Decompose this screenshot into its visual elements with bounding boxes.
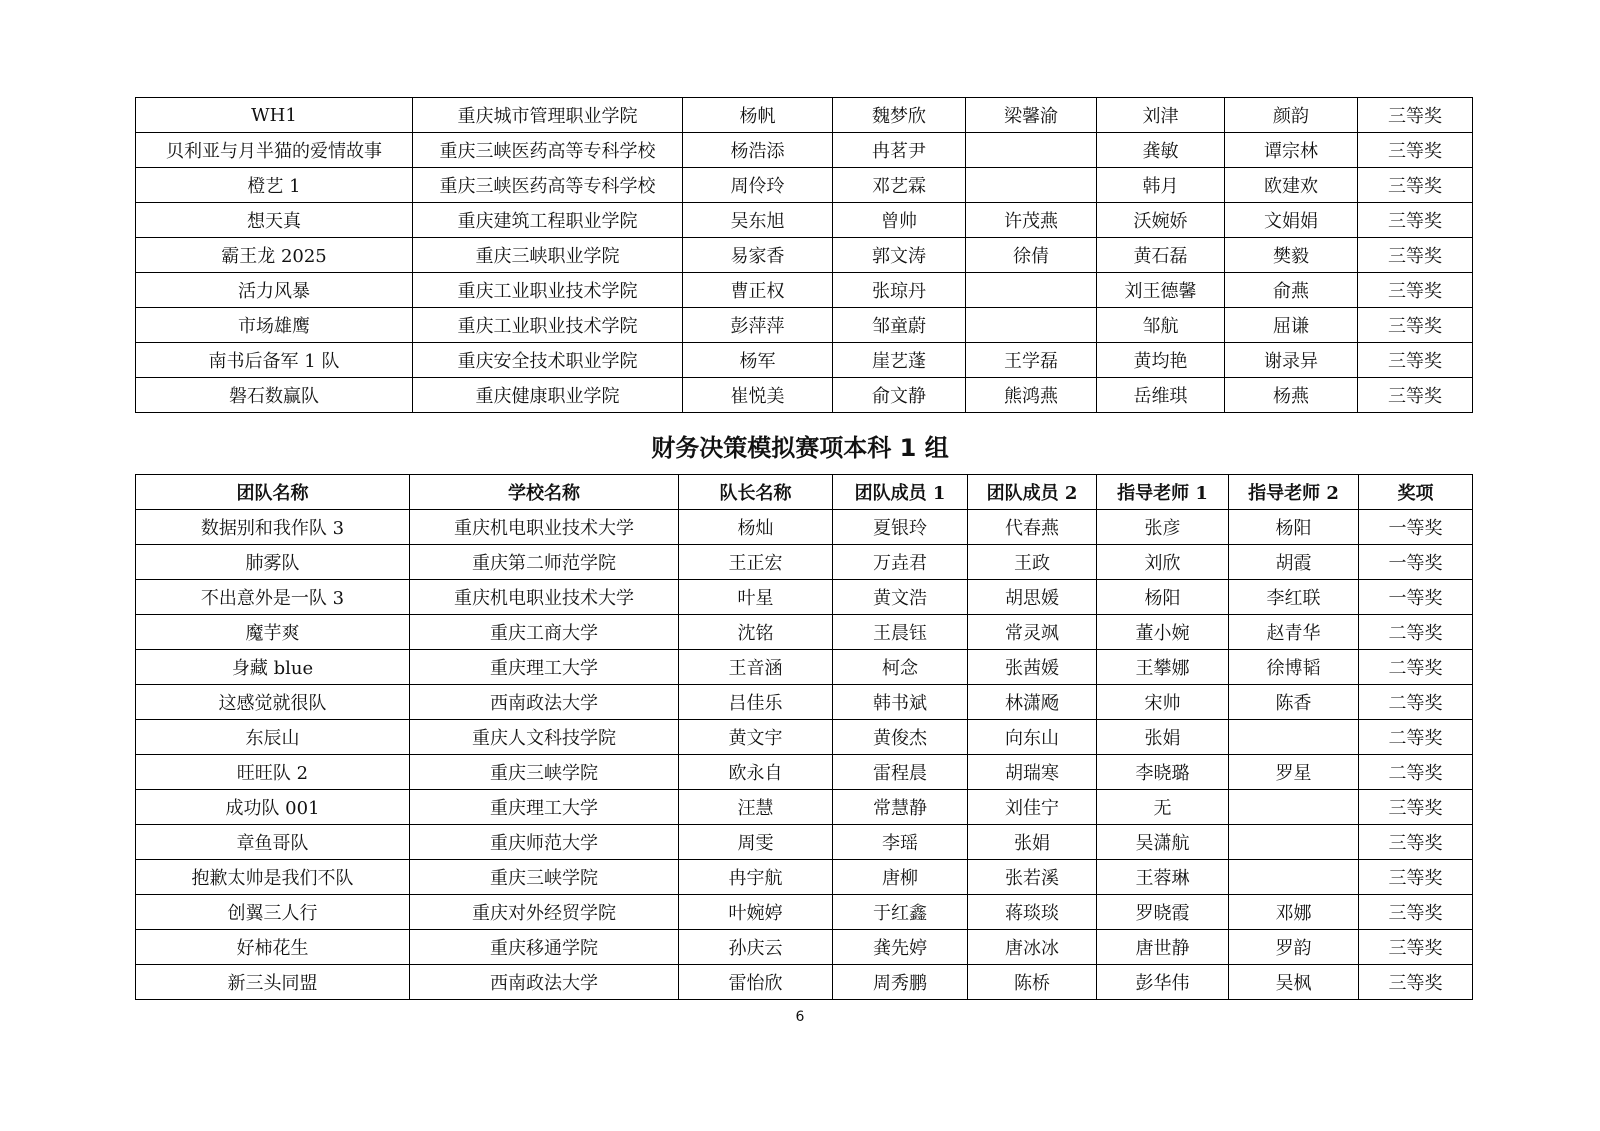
table-cell: 雷程晨 (833, 755, 968, 790)
table-cell: 胡瑞寒 (968, 755, 1097, 790)
table-cell: 许茂燕 (966, 203, 1097, 238)
table-cell: 冉宇航 (679, 860, 833, 895)
table-cell: 沈铭 (679, 615, 833, 650)
table-cell: 杨燕 (1225, 378, 1358, 413)
table-row (136, 238, 1473, 273)
table-row (136, 825, 1473, 860)
table-cell: 一等奖 (1359, 545, 1473, 580)
table-cell: 周雯 (679, 825, 833, 860)
table-cell: WH1 (136, 98, 413, 133)
table-cell: 想天真 (136, 203, 413, 238)
table-cell: 重庆师范大学 (410, 825, 679, 860)
table-cell: 好柿花生 (136, 930, 410, 965)
table-cell: 樊毅 (1225, 238, 1358, 273)
table-cell: 李晓璐 (1097, 755, 1229, 790)
table-cell: 贝利亚与月半猫的爱情故事 (136, 133, 413, 168)
table-cell: 旺旺队 2 (136, 755, 410, 790)
table-cell: 重庆健康职业学院 (413, 378, 683, 413)
table-cell: 张娟 (968, 825, 1097, 860)
table-cell: 韩月 (1097, 168, 1225, 203)
table-cell: 邹航 (1097, 308, 1225, 343)
table-cell: 黄文浩 (833, 580, 968, 615)
table-cell: 罗韵 (1229, 930, 1359, 965)
section-title: 财务决策模拟赛项本科 1 组 (651, 434, 949, 462)
column-header: 奖项 (1359, 475, 1473, 510)
table-cell: 唐世静 (1097, 930, 1229, 965)
table-cell: 三等奖 (1359, 790, 1473, 825)
table-cell: 黄石磊 (1097, 238, 1225, 273)
table-cell: 重庆移通学院 (410, 930, 679, 965)
table-cell: 三等奖 (1358, 238, 1473, 273)
table-cell: 重庆三峡学院 (410, 860, 679, 895)
column-header: 学校名称 (410, 475, 679, 510)
table-cell: 磐石数赢队 (136, 378, 413, 413)
table-row (136, 860, 1473, 895)
table-cell: 赵青华 (1229, 615, 1359, 650)
table-cell: 欧建欢 (1225, 168, 1358, 203)
table-header-row (136, 475, 1473, 510)
table-cell: 徐倩 (966, 238, 1097, 273)
table-row (136, 580, 1473, 615)
table-cell: 二等奖 (1359, 755, 1473, 790)
table-cell: 唐柳 (833, 860, 968, 895)
table-cell: 徐博韬 (1229, 650, 1359, 685)
table-cell: 王晨钰 (833, 615, 968, 650)
table-row (136, 273, 1473, 308)
table-cell: 梁馨渝 (966, 98, 1097, 133)
table-cell: 崖艺蓬 (833, 343, 966, 378)
table-cell: 杨帆 (683, 98, 833, 133)
table-cell (1229, 790, 1359, 825)
table-cell: 彭华伟 (1097, 965, 1229, 1000)
table-cell: 不出意外是一队 3 (136, 580, 410, 615)
table-cell: 唐冰冰 (968, 930, 1097, 965)
table-cell: 谭宗林 (1225, 133, 1358, 168)
table-cell: 西南政法大学 (410, 965, 679, 1000)
table-cell: 东辰山 (136, 720, 410, 755)
table-cell: 二等奖 (1359, 685, 1473, 720)
table-cell: 三等奖 (1358, 133, 1473, 168)
table-cell: 邹童蔚 (833, 308, 966, 343)
table-cell: 邓艺霖 (833, 168, 966, 203)
table-cell: 夏银玲 (833, 510, 968, 545)
table-cell: 重庆机电职业技术大学 (410, 580, 679, 615)
table-cell: 一等奖 (1359, 580, 1473, 615)
table-cell: 重庆建筑工程职业学院 (413, 203, 683, 238)
table-cell: 张娟 (1097, 720, 1229, 755)
table-row (136, 98, 1473, 133)
table-cell: 二等奖 (1359, 650, 1473, 685)
table-row (136, 755, 1473, 790)
table-row (136, 685, 1473, 720)
table-cell: 王学磊 (966, 343, 1097, 378)
column-header: 团队名称 (136, 475, 410, 510)
table-row (136, 720, 1473, 755)
awards-table-undergrad-group-1 (135, 474, 1473, 1000)
table-cell: 张若溪 (968, 860, 1097, 895)
table-cell: 刘佳宁 (968, 790, 1097, 825)
table-row (136, 168, 1473, 203)
awards-table-continued-body (136, 98, 1473, 413)
table-cell: 屈谦 (1225, 308, 1358, 343)
table-cell: 杨浩添 (683, 133, 833, 168)
table-cell: 王正宏 (679, 545, 833, 580)
column-header: 团队成员 2 (968, 475, 1097, 510)
table-cell: 雷怡欣 (679, 965, 833, 1000)
table-cell: 王音涵 (679, 650, 833, 685)
table-cell: 重庆三峡学院 (410, 755, 679, 790)
table-cell: 三等奖 (1358, 98, 1473, 133)
column-header: 团队成员 1 (833, 475, 968, 510)
table-cell: 黄文宇 (679, 720, 833, 755)
table-cell: 二等奖 (1359, 615, 1473, 650)
table-cell (966, 308, 1097, 343)
table-cell: 三等奖 (1358, 273, 1473, 308)
table-row (136, 650, 1473, 685)
table-cell: 李红联 (1229, 580, 1359, 615)
table-cell: 二等奖 (1359, 720, 1473, 755)
table-cell: 重庆工业职业技术学院 (413, 273, 683, 308)
table-cell: 王蓉琳 (1097, 860, 1229, 895)
table-cell: 俞燕 (1225, 273, 1358, 308)
table-cell: 三等奖 (1358, 203, 1473, 238)
table-cell: 杨军 (683, 343, 833, 378)
table-cell: 周伶玲 (683, 168, 833, 203)
table-cell: 三等奖 (1358, 378, 1473, 413)
table-cell: 重庆理工大学 (410, 650, 679, 685)
table-cell: 重庆人文科技学院 (410, 720, 679, 755)
table-cell: 数据别和我作队 3 (136, 510, 410, 545)
awards-table-continued (135, 97, 1473, 413)
table-cell: 叶星 (679, 580, 833, 615)
table-cell: 重庆工商大学 (410, 615, 679, 650)
table-cell: 熊鸿燕 (966, 378, 1097, 413)
table-cell: 林潇飏 (968, 685, 1097, 720)
table-cell: 三等奖 (1359, 930, 1473, 965)
table-cell: 南书后备军 1 队 (136, 343, 413, 378)
table-cell: 李瑶 (833, 825, 968, 860)
table-cell: 杨阳 (1097, 580, 1229, 615)
table-cell: 崔悦美 (683, 378, 833, 413)
table-row (136, 343, 1473, 378)
table-cell: 重庆对外经贸学院 (410, 895, 679, 930)
table-cell: 万垚君 (833, 545, 968, 580)
table-cell: 张彦 (1097, 510, 1229, 545)
table-cell: 创翼三人行 (136, 895, 410, 930)
table-cell: 三等奖 (1359, 965, 1473, 1000)
table-cell: 陈香 (1229, 685, 1359, 720)
table-cell: 三等奖 (1358, 308, 1473, 343)
table-cell: 王攀娜 (1097, 650, 1229, 685)
table-cell: 宋帅 (1097, 685, 1229, 720)
table-cell: 杨阳 (1229, 510, 1359, 545)
table-cell: 重庆第二师范学院 (410, 545, 679, 580)
table-cell: 三等奖 (1359, 895, 1473, 930)
table-cell: 身藏 blue (136, 650, 410, 685)
table-row (136, 545, 1473, 580)
table-cell: 成功队 001 (136, 790, 410, 825)
table-cell: 三等奖 (1359, 825, 1473, 860)
table-cell: 韩书斌 (833, 685, 968, 720)
table-cell: 黄俊杰 (833, 720, 968, 755)
table-cell: 新三头同盟 (136, 965, 410, 1000)
table-row (136, 133, 1473, 168)
table-cell: 肺雾队 (136, 545, 410, 580)
table-cell: 岳维琪 (1097, 378, 1225, 413)
table-cell: 重庆三峡职业学院 (413, 238, 683, 273)
table-cell: 刘王德馨 (1097, 273, 1225, 308)
table-cell: 文娟娟 (1225, 203, 1358, 238)
table-cell: 常慧静 (833, 790, 968, 825)
table-cell: 无 (1097, 790, 1229, 825)
table-cell: 龚先婷 (833, 930, 968, 965)
table-row (136, 615, 1473, 650)
column-header: 指导老师 1 (1097, 475, 1229, 510)
table-cell: 颜韵 (1225, 98, 1358, 133)
table-cell: 向东山 (968, 720, 1097, 755)
table-cell: 罗晓霞 (1097, 895, 1229, 930)
table-cell: 三等奖 (1358, 168, 1473, 203)
column-header: 队长名称 (679, 475, 833, 510)
table-cell: 董小婉 (1097, 615, 1229, 650)
table-cell: 谢录异 (1225, 343, 1358, 378)
table-cell: 三等奖 (1359, 860, 1473, 895)
table-row (136, 308, 1473, 343)
table-cell: 杨灿 (679, 510, 833, 545)
table-cell: 吕佳乐 (679, 685, 833, 720)
table-row (136, 965, 1473, 1000)
table-cell: 重庆三峡医药高等专科学校 (413, 133, 683, 168)
table-cell: 蒋琰琰 (968, 895, 1097, 930)
table-cell (966, 168, 1097, 203)
table-cell: 欧永自 (679, 755, 833, 790)
table-cell: 章鱼哥队 (136, 825, 410, 860)
table-cell: 重庆安全技术职业学院 (413, 343, 683, 378)
page-number: 6 (795, 1009, 805, 1025)
table-cell (1229, 860, 1359, 895)
table-cell: 曾帅 (833, 203, 966, 238)
table-cell (1229, 720, 1359, 755)
table-cell: 邓娜 (1229, 895, 1359, 930)
table-cell: 张茜媛 (968, 650, 1097, 685)
table-cell: 胡霞 (1229, 545, 1359, 580)
table-cell: 刘欣 (1097, 545, 1229, 580)
table-cell: 重庆工业职业技术学院 (413, 308, 683, 343)
awards-table-undergrad-group-1-body (136, 510, 1473, 1000)
table-cell: 市场雄鹰 (136, 308, 413, 343)
table-cell: 冉茗尹 (833, 133, 966, 168)
column-header: 指导老师 2 (1229, 475, 1359, 510)
table-row (136, 510, 1473, 545)
table-cell: 吴潇航 (1097, 825, 1229, 860)
table-cell: 孙庆云 (679, 930, 833, 965)
table-cell: 龚敏 (1097, 133, 1225, 168)
table-cell (966, 133, 1097, 168)
table-row (136, 203, 1473, 238)
table-cell: 重庆机电职业技术大学 (410, 510, 679, 545)
table-cell: 魏梦欣 (833, 98, 966, 133)
table-cell: 易家香 (683, 238, 833, 273)
table-cell: 重庆三峡医药高等专科学校 (413, 168, 683, 203)
table-cell: 于红鑫 (833, 895, 968, 930)
table-row (136, 930, 1473, 965)
table-cell: 沃婉娇 (1097, 203, 1225, 238)
table-cell: 吴东旭 (683, 203, 833, 238)
table-cell: 王政 (968, 545, 1097, 580)
table-cell: 魔芋爽 (136, 615, 410, 650)
table-cell: 这感觉就很队 (136, 685, 410, 720)
table-row (136, 790, 1473, 825)
table-cell: 橙艺 1 (136, 168, 413, 203)
table-cell: 常灵飒 (968, 615, 1097, 650)
table-cell: 西南政法大学 (410, 685, 679, 720)
table-row (136, 895, 1473, 930)
table-cell: 胡思媛 (968, 580, 1097, 615)
table-cell: 柯念 (833, 650, 968, 685)
table-cell (1229, 825, 1359, 860)
table-cell: 重庆理工大学 (410, 790, 679, 825)
table-cell: 三等奖 (1358, 343, 1473, 378)
table-cell: 周秀鹏 (833, 965, 968, 1000)
table-cell: 活力风暴 (136, 273, 413, 308)
table-row (136, 378, 1473, 413)
table-cell: 曹正权 (683, 273, 833, 308)
table-cell: 代春燕 (968, 510, 1097, 545)
table-cell: 汪慧 (679, 790, 833, 825)
table-cell: 俞文静 (833, 378, 966, 413)
table-cell: 一等奖 (1359, 510, 1473, 545)
table-cell: 霸王龙 2025 (136, 238, 413, 273)
table-cell: 陈桥 (968, 965, 1097, 1000)
table-cell: 罗星 (1229, 755, 1359, 790)
table-cell: 叶婉婷 (679, 895, 833, 930)
table-cell (966, 273, 1097, 308)
table-cell: 黄均艳 (1097, 343, 1225, 378)
table-cell: 抱歉太帅是我们不队 (136, 860, 410, 895)
table-cell: 吴枫 (1229, 965, 1359, 1000)
table-cell: 张琼丹 (833, 273, 966, 308)
table-cell: 彭萍萍 (683, 308, 833, 343)
table-cell: 重庆城市管理职业学院 (413, 98, 683, 133)
table-cell: 郭文涛 (833, 238, 966, 273)
table-cell: 刘津 (1097, 98, 1225, 133)
